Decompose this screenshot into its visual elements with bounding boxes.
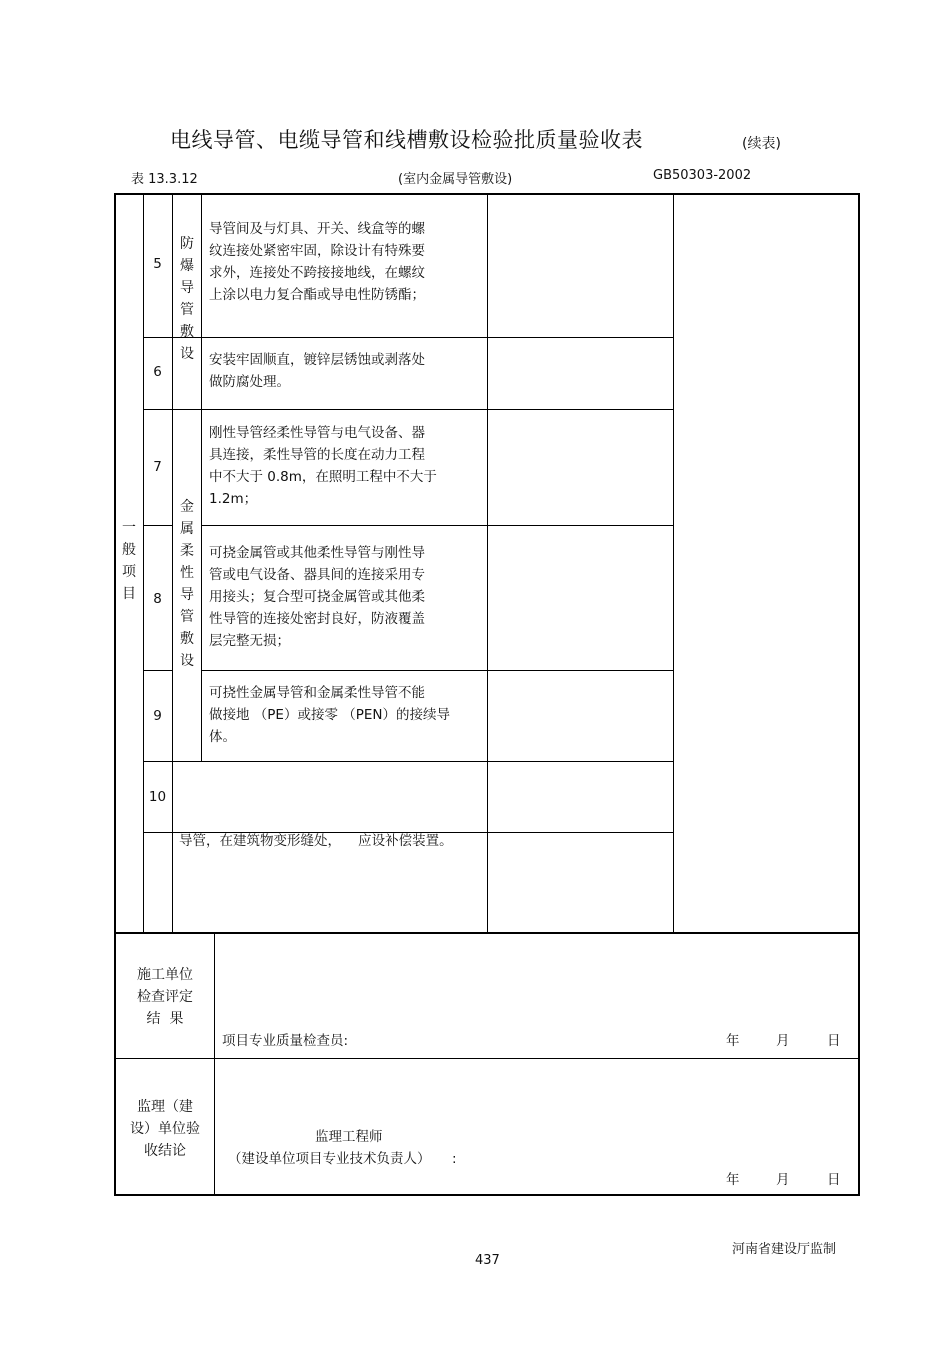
standard-code: GB50303-2002 <box>653 168 752 183</box>
item-number: 8 <box>153 591 162 607</box>
date-year: 年 <box>726 1033 740 1049</box>
item-description: 导管，在建筑物变形缝处， 应设补偿装置。 <box>179 833 453 849</box>
date-day: 日 <box>827 1172 841 1188</box>
quality-inspector-label: 项目专业质量检查员: <box>222 1033 349 1049</box>
date-year: 年 <box>726 1172 740 1188</box>
page-number: 437 <box>475 1253 500 1268</box>
group-label-flexible-conduit: 金属柔性导管敷设 <box>180 499 194 669</box>
table-number: 表 13.3.12 <box>131 172 198 187</box>
table-subtitle: (室内金属导管敷设) <box>398 172 513 187</box>
supervising-engineer-label: 监理工程师 <box>315 1129 383 1145</box>
item-description: 导管间及与灯具、开关、线盒等的螺 纹连接处紧密牢固，除设计有特殊要 求外，连接处不跨接接地线，在螺纹 上涂以电力复合酯或导电性防锈酯； <box>209 221 425 303</box>
item-number: 6 <box>153 364 162 380</box>
item-description: 刚性导管经柔性导管与电气设备、器 具连接，柔性导管的长度在动力工程 中不大于 0.8m，在照明工程中不大于 1.2m； <box>209 425 437 507</box>
item-number: 5 <box>153 256 162 272</box>
group-label-explosion-proof: 防爆导管敷设 <box>180 236 194 362</box>
item-number: 7 <box>153 459 162 475</box>
page-title: 电线导管、电缆导管和线槽敷设检验批质量验收表 <box>170 128 643 152</box>
item-number: 10 <box>148 789 167 805</box>
item-number: 9 <box>153 708 162 724</box>
item-description: 可挠金属管或其他柔性导管与刚性导 管或电气设备、器具间的连接采用专 用接头；复合型可挠金属管或其他柔 性导管的连接处密封良好，防液覆盖 层完整无损； <box>209 545 425 649</box>
date-month: 月 <box>776 1033 790 1049</box>
construction-unit-label: 施工单位 检查评定 结 果 <box>137 967 193 1027</box>
owner-technical-lead-label: （建设单位项目专业技术负责人） : <box>228 1151 457 1167</box>
item-description: 安装牢固顺直，镀锌层锈蚀或剥落处 做防腐处理。 <box>209 352 425 390</box>
item-description: 可挠性金属导管和金属柔性导管不能 做接地 （PE）或接零 （PEN）的接续导 体。 <box>209 685 451 745</box>
supervision-unit-label: 监理（建 设）单位验 收结论 <box>130 1099 200 1159</box>
date-day: 日 <box>827 1033 841 1049</box>
issuer-label: 河南省建设厅监制 <box>732 1242 837 1257</box>
continued-label: (续表) <box>742 136 781 152</box>
date-month: 月 <box>776 1172 790 1188</box>
general-items-label: 一般项目 <box>122 520 136 602</box>
